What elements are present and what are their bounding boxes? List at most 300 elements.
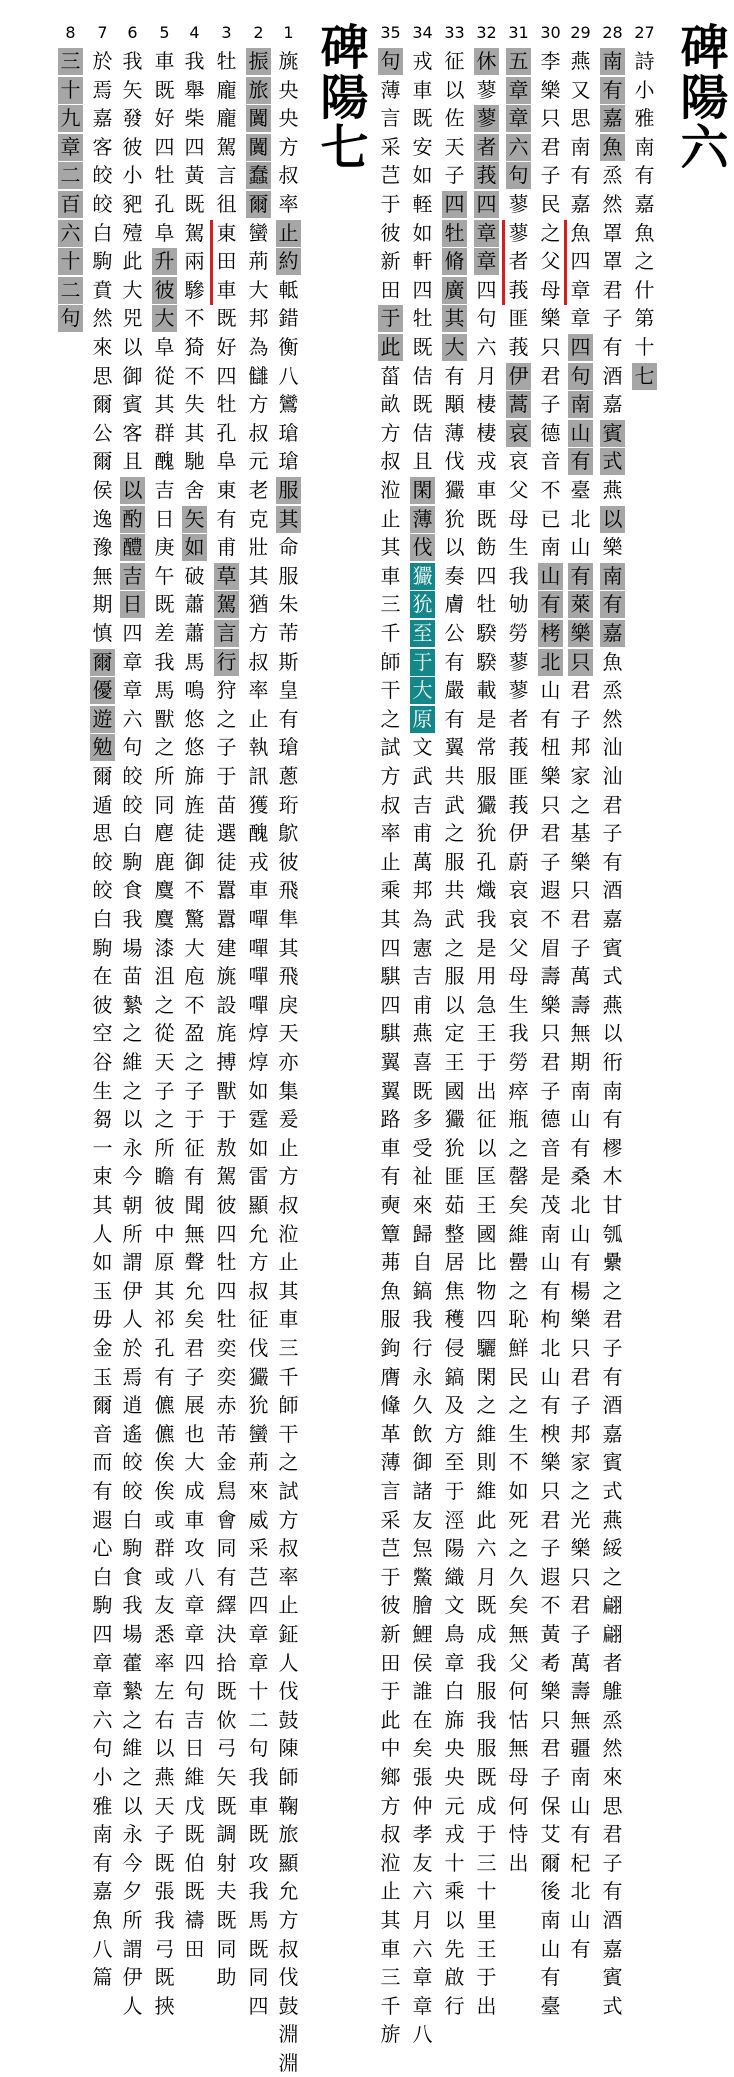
character-cell: 南 <box>570 1078 591 1103</box>
character-cell: 日 <box>184 1736 205 1761</box>
character-cell: 吉 <box>412 792 433 817</box>
character-cell: 舉 <box>184 77 205 102</box>
character-cell: 戊 <box>184 1793 205 1818</box>
character-cell: 攻 <box>184 1536 205 1561</box>
character-cell: 魚 <box>570 220 591 245</box>
character-cell: 其 <box>154 1278 175 1303</box>
character-cell: 于 <box>216 1107 237 1132</box>
character-cell: 民 <box>540 192 561 216</box>
character-cell: 試 <box>278 1479 299 1503</box>
character-cell: 君 <box>602 277 623 302</box>
character-cell: 陳 <box>278 1736 299 1761</box>
character-cell: 甫 <box>412 821 433 846</box>
character-cell: 無 <box>508 1622 529 1646</box>
character-cell: 匪 <box>508 306 529 331</box>
character-cell: 只 <box>570 1336 591 1360</box>
character-cell: 赤 <box>216 1393 237 1418</box>
character-cell: 涖 <box>380 1850 401 1875</box>
character-cell: 艾 <box>540 1822 561 1847</box>
character-cell: 來 <box>248 1479 269 1503</box>
text-column <box>600 22 625 2018</box>
character-cell: 飭 <box>476 535 497 560</box>
character-cell: 飛 <box>278 964 299 989</box>
character-cell: 永 <box>412 1364 433 1389</box>
character-cell: 麌 <box>154 907 175 931</box>
character-cell: 叔 <box>278 163 299 188</box>
character-cell: 式 <box>602 964 623 989</box>
character-cell: 大 <box>184 1450 205 1475</box>
character-cell: 麀 <box>154 821 175 846</box>
character-cell: 率 <box>278 1564 299 1589</box>
character-cell: 章 <box>474 248 499 275</box>
character-cell: 蓼 <box>508 192 529 216</box>
character-cell: 從 <box>154 1021 175 1046</box>
character-cell: 燕 <box>154 1765 175 1789</box>
character-cell: 南 <box>540 1908 561 1932</box>
text-column <box>568 22 593 1961</box>
character-cell: 佐 <box>444 106 465 131</box>
character-cell: 央 <box>444 1765 465 1789</box>
character-cell: 薄 <box>380 1450 401 1475</box>
character-cell: 彼 <box>380 1593 401 1618</box>
character-cell: 于 <box>380 1679 401 1704</box>
character-cell: 軒 <box>412 249 433 274</box>
character-cell: 蓼 <box>508 220 529 245</box>
character-cell: 克 <box>248 506 269 531</box>
character-cell: 孔 <box>154 192 175 216</box>
character-cell: 廣 <box>442 277 467 304</box>
character-cell: 是 <box>476 706 497 731</box>
character-cell: 維 <box>122 1736 143 1761</box>
character-cell: 五 <box>506 48 531 75</box>
character-cell: 亦 <box>278 1050 299 1074</box>
character-cell: 建 <box>216 935 237 960</box>
character-cell: 子 <box>570 706 591 731</box>
character-cell: 樛 <box>602 1135 623 1160</box>
character-cell: 句 <box>58 305 83 332</box>
character-cell: 央 <box>278 106 299 131</box>
character-cell: 服 <box>444 849 465 874</box>
character-cell: 白 <box>444 1679 465 1704</box>
character-cell: 既 <box>154 1965 175 1990</box>
character-cell: 雅 <box>92 1793 113 1818</box>
character-cell: 子 <box>154 1822 175 1847</box>
character-cell: 谷 <box>92 1050 113 1074</box>
character-cell: 疆 <box>570 1736 591 1761</box>
character-cell: 武 <box>412 764 433 788</box>
character-cell: 鞠 <box>278 1793 299 1818</box>
character-cell: 服 <box>476 764 497 788</box>
text-column <box>538 22 563 2018</box>
character-cell: 十 <box>248 1679 269 1704</box>
red-mark <box>502 220 505 306</box>
character-cell: 其 <box>380 907 401 931</box>
character-cell: 六 <box>476 1536 497 1561</box>
character-cell: 服 <box>476 1679 497 1704</box>
character-cell: 龐 <box>216 77 237 102</box>
character-cell: 蕭 <box>184 592 205 617</box>
character-cell: 伐 <box>278 1679 299 1704</box>
character-cell: 鼓 <box>278 1707 299 1732</box>
character-cell: 之 <box>122 1707 143 1732</box>
character-cell: 囂 <box>216 907 237 931</box>
character-cell: 行 <box>412 1336 433 1360</box>
character-cell: 駒 <box>92 1593 113 1618</box>
character-cell: 大 <box>410 677 435 704</box>
character-cell: 于 <box>216 764 237 788</box>
character-cell: 元 <box>444 1793 465 1818</box>
character-cell: 子 <box>184 1078 205 1103</box>
character-cell: 鴥 <box>278 821 299 846</box>
character-cell: 君 <box>540 363 561 388</box>
character-cell: 盈 <box>184 1021 205 1046</box>
character-cell: 然 <box>602 1736 623 1761</box>
character-cell: 牡 <box>216 49 237 73</box>
character-cell: 皎 <box>92 849 113 874</box>
column-number: 7 <box>97 23 108 42</box>
character-cell: 伊 <box>506 363 531 390</box>
character-cell: 我 <box>184 49 205 73</box>
character-cell: 子 <box>540 849 561 874</box>
character-cell: 駕 <box>216 134 237 159</box>
character-cell: 出 <box>508 1850 529 1875</box>
character-cell: 錯 <box>278 306 299 331</box>
character-cell: 玁 <box>410 563 435 590</box>
character-cell: 六 <box>476 335 497 359</box>
character-cell: 多 <box>412 1107 433 1132</box>
character-cell: 金 <box>92 1336 113 1360</box>
character-cell: 樂 <box>568 620 593 647</box>
character-cell: 章 <box>474 220 499 247</box>
character-cell: 芑 <box>380 1536 401 1561</box>
character-cell: 六 <box>122 706 143 731</box>
character-cell: 牡 <box>442 220 467 247</box>
character-cell: 酒 <box>602 363 623 388</box>
character-cell: 庚 <box>154 535 175 560</box>
character-cell: 群 <box>154 1536 175 1561</box>
character-cell: 場 <box>122 1622 143 1646</box>
character-cell: 孔 <box>154 1336 175 1360</box>
character-cell: 無 <box>92 563 113 588</box>
character-cell: 輊 <box>412 192 433 216</box>
character-cell: 如 <box>248 1135 269 1160</box>
character-cell: 方 <box>278 1507 299 1532</box>
character-cell: 枸 <box>540 1307 561 1332</box>
character-cell: 子 <box>540 392 561 417</box>
character-cell: 訊 <box>248 764 269 788</box>
character-cell: 於 <box>92 49 113 73</box>
character-cell: 莪 <box>508 735 529 760</box>
character-cell: 不 <box>184 878 205 903</box>
character-cell: 天 <box>154 1050 175 1074</box>
character-cell: 我 <box>476 907 497 931</box>
character-cell: 之 <box>216 706 237 731</box>
character-cell: 矢 <box>122 77 143 102</box>
character-cell: 友 <box>412 1507 433 1532</box>
character-cell: 一 <box>92 1135 113 1160</box>
character-cell: 鹿 <box>154 849 175 874</box>
character-cell: 章 <box>412 1965 433 1990</box>
character-cell: 閑 <box>410 477 435 504</box>
character-cell: 大 <box>442 334 467 361</box>
character-cell: 車 <box>248 878 269 903</box>
character-cell: 不 <box>184 306 205 331</box>
character-cell: 燕 <box>602 1507 623 1532</box>
character-cell: 鵻 <box>602 1679 623 1704</box>
character-cell: 之 <box>634 249 655 274</box>
character-cell: 句 <box>122 735 143 760</box>
text-column <box>474 22 499 2018</box>
character-cell: 嘉 <box>634 192 655 216</box>
character-cell: 命 <box>278 535 299 560</box>
character-cell: 鮮 <box>508 1336 529 1360</box>
character-cell: 四 <box>568 334 593 361</box>
character-cell: 征 <box>184 1135 205 1160</box>
character-cell: 以 <box>444 1908 465 1932</box>
character-cell: 子 <box>540 1536 561 1561</box>
character-cell: 家 <box>570 1450 591 1475</box>
character-cell: 藿 <box>122 1650 143 1675</box>
character-cell: 之 <box>122 1021 143 1046</box>
character-cell: 騤 <box>476 621 497 645</box>
character-cell: 方 <box>380 764 401 788</box>
character-cell: 只 <box>568 649 593 676</box>
character-cell: 御 <box>412 1450 433 1475</box>
character-cell: 束 <box>92 1164 113 1189</box>
character-cell: 于 <box>476 1822 497 1847</box>
character-cell: 燕 <box>602 478 623 502</box>
character-cell: 有 <box>570 163 591 188</box>
character-cell: 成 <box>476 1622 497 1646</box>
character-cell: 莪 <box>508 277 529 302</box>
character-cell: 魚 <box>600 134 625 161</box>
character-cell: 邦 <box>248 306 269 331</box>
character-cell: 章 <box>570 306 591 331</box>
character-cell: 新 <box>380 249 401 274</box>
character-cell: 大 <box>122 277 143 302</box>
character-cell: 山 <box>570 535 591 560</box>
character-cell: 是 <box>476 935 497 960</box>
character-cell: 安 <box>412 134 433 159</box>
character-cell: 皎 <box>92 878 113 903</box>
character-cell: 母 <box>508 506 529 531</box>
character-cell: 二 <box>58 162 83 189</box>
character-cell: 其 <box>380 535 401 560</box>
character-cell: 叔 <box>248 1278 269 1303</box>
character-cell: 只 <box>540 1479 561 1503</box>
character-cell: 匪 <box>444 1164 465 1189</box>
character-cell: 車 <box>380 1135 401 1160</box>
character-cell: 翼 <box>380 1050 401 1074</box>
character-cell: 蓼 <box>474 105 499 132</box>
character-cell: 嚴 <box>444 678 465 703</box>
character-cell: 已 <box>540 506 561 531</box>
character-cell: 憲 <box>412 935 433 960</box>
character-cell: 不 <box>540 907 561 931</box>
character-cell: 脩 <box>442 248 467 275</box>
character-cell: 鉦 <box>278 1622 299 1646</box>
character-cell: 在 <box>412 1707 433 1732</box>
character-cell: 允 <box>248 1221 269 1246</box>
character-cell: 且 <box>412 449 433 474</box>
character-cell: 二 <box>58 277 83 304</box>
character-cell: 哀 <box>506 420 531 447</box>
column-number: 32 <box>476 23 497 42</box>
character-cell: 之 <box>508 1536 529 1561</box>
character-cell: 爾 <box>540 1850 561 1875</box>
character-cell: 矢 <box>182 506 207 533</box>
character-cell: 恃 <box>508 1822 529 1847</box>
character-cell: 樂 <box>540 992 561 1017</box>
character-cell: 淵 <box>278 2051 299 2075</box>
character-cell: 文 <box>412 735 433 760</box>
character-cell: 子 <box>570 1622 591 1646</box>
character-cell: 四 <box>570 249 591 274</box>
character-cell: 殪 <box>122 220 143 245</box>
character-cell: 所 <box>154 1135 175 1160</box>
character-cell: 四 <box>216 1221 237 1246</box>
character-cell: 伐 <box>278 1965 299 1990</box>
character-cell: 芾 <box>278 621 299 645</box>
text-column <box>120 22 145 2018</box>
character-cell: 來 <box>602 1765 623 1789</box>
character-cell: 熾 <box>476 878 497 903</box>
character-cell: 天 <box>444 134 465 159</box>
character-cell: 君 <box>540 1050 561 1074</box>
character-cell: 矣 <box>508 1593 529 1618</box>
section-title-7: 碑陽七 <box>312 22 368 172</box>
character-cell: 以 <box>122 1107 143 1132</box>
character-cell: 彼 <box>380 220 401 245</box>
character-cell: 久 <box>508 1564 529 1589</box>
column-number: 27 <box>634 23 655 42</box>
character-cell: 莪 <box>508 792 529 817</box>
character-cell: 縶 <box>122 1679 143 1704</box>
character-cell: 者 <box>508 249 529 274</box>
character-cell: 侯 <box>412 1650 433 1675</box>
character-cell: 章 <box>506 77 531 104</box>
character-cell: 酒 <box>602 878 623 903</box>
character-cell: 鄉 <box>380 1765 401 1789</box>
character-cell: 騤 <box>476 649 497 674</box>
character-cell: 如 <box>412 163 433 188</box>
text-column <box>246 22 271 2018</box>
character-cell: 芾 <box>216 1421 237 1446</box>
character-cell: 旅 <box>246 77 271 104</box>
character-cell: 比 <box>476 1250 497 1275</box>
character-cell: 白 <box>92 907 113 931</box>
character-cell: 維 <box>476 1421 497 1446</box>
character-cell: 君 <box>184 1336 205 1360</box>
character-cell: 方 <box>278 1164 299 1189</box>
character-cell: 午 <box>154 563 175 588</box>
character-cell: 維 <box>122 1050 143 1074</box>
character-cell: 既 <box>248 1822 269 1847</box>
column-number: 28 <box>602 23 623 42</box>
character-cell: 率 <box>278 192 299 216</box>
text-column <box>632 22 657 1892</box>
character-cell: 德 <box>540 1107 561 1132</box>
character-cell: 矣 <box>412 1736 433 1761</box>
character-cell: 死 <box>508 1507 529 1532</box>
character-cell: 師 <box>278 1393 299 1418</box>
character-cell: 眉 <box>540 935 561 960</box>
character-cell: 有 <box>540 1278 561 1303</box>
character-cell: 樂 <box>540 1679 561 1704</box>
character-cell: 鯉 <box>412 1622 433 1646</box>
character-cell: 鎬 <box>412 1278 433 1303</box>
character-cell: 子 <box>602 306 623 331</box>
character-cell: 樂 <box>570 1307 591 1332</box>
character-cell: 既 <box>184 1822 205 1847</box>
character-cell: 焉 <box>122 1364 143 1389</box>
character-cell: 四 <box>476 563 497 588</box>
character-cell: 匪 <box>508 764 529 788</box>
character-cell: 不 <box>184 363 205 388</box>
character-cell: 六 <box>92 1707 113 1732</box>
character-cell: 居 <box>444 1250 465 1275</box>
character-cell: 四 <box>412 277 433 302</box>
character-cell: 蓼 <box>476 77 497 102</box>
character-cell: 子 <box>602 1850 623 1875</box>
character-cell: 此 <box>476 1507 497 1532</box>
character-cell: 白 <box>122 1507 143 1532</box>
character-cell: 好 <box>216 335 237 359</box>
character-cell: 夕 <box>122 1879 143 1904</box>
character-cell: 左 <box>154 1679 175 1704</box>
character-cell: 四 <box>442 191 467 218</box>
character-cell: 有 <box>278 706 299 731</box>
character-cell: 子 <box>216 735 237 760</box>
character-cell: 楰 <box>540 1421 561 1446</box>
character-cell: 或 <box>154 1564 175 1589</box>
character-cell: 臺 <box>570 478 591 502</box>
character-cell: 柴 <box>184 106 205 131</box>
character-cell: 章 <box>122 678 143 703</box>
character-cell: 蓼 <box>508 649 529 674</box>
column-number: 2 <box>253 23 264 42</box>
character-cell: 罍 <box>508 1250 529 1275</box>
character-cell: 瑲 <box>278 420 299 445</box>
character-cell: 莪 <box>474 162 499 189</box>
character-cell: 嘉 <box>602 1421 623 1446</box>
character-cell: 奕 <box>216 1364 237 1389</box>
character-cell: 出 <box>476 1993 497 2018</box>
character-cell: 玁 <box>476 792 497 817</box>
character-cell: 狁 <box>476 821 497 846</box>
character-cell: 芻 <box>92 1107 113 1132</box>
character-cell: 千 <box>380 1993 401 2018</box>
character-cell: 草 <box>214 563 239 590</box>
character-cell: 其 <box>380 1908 401 1932</box>
character-cell: 然 <box>602 192 623 216</box>
character-cell: 田 <box>380 1650 401 1675</box>
character-cell: 差 <box>154 621 175 645</box>
character-cell: 四 <box>476 1307 497 1332</box>
character-cell: 服 <box>276 477 301 504</box>
character-cell: 賓 <box>122 392 143 417</box>
character-cell: 我 <box>476 1707 497 1732</box>
character-cell: 客 <box>122 420 143 445</box>
character-cell: 有 <box>570 1250 591 1275</box>
character-cell: 張 <box>412 1765 433 1789</box>
character-cell: 嘉 <box>600 105 625 132</box>
character-cell: 賓 <box>602 935 623 960</box>
character-cell: 田 <box>216 249 237 274</box>
character-cell: 焞 <box>248 1021 269 1046</box>
character-cell: 九 <box>58 105 83 132</box>
character-cell: 珩 <box>278 792 299 817</box>
